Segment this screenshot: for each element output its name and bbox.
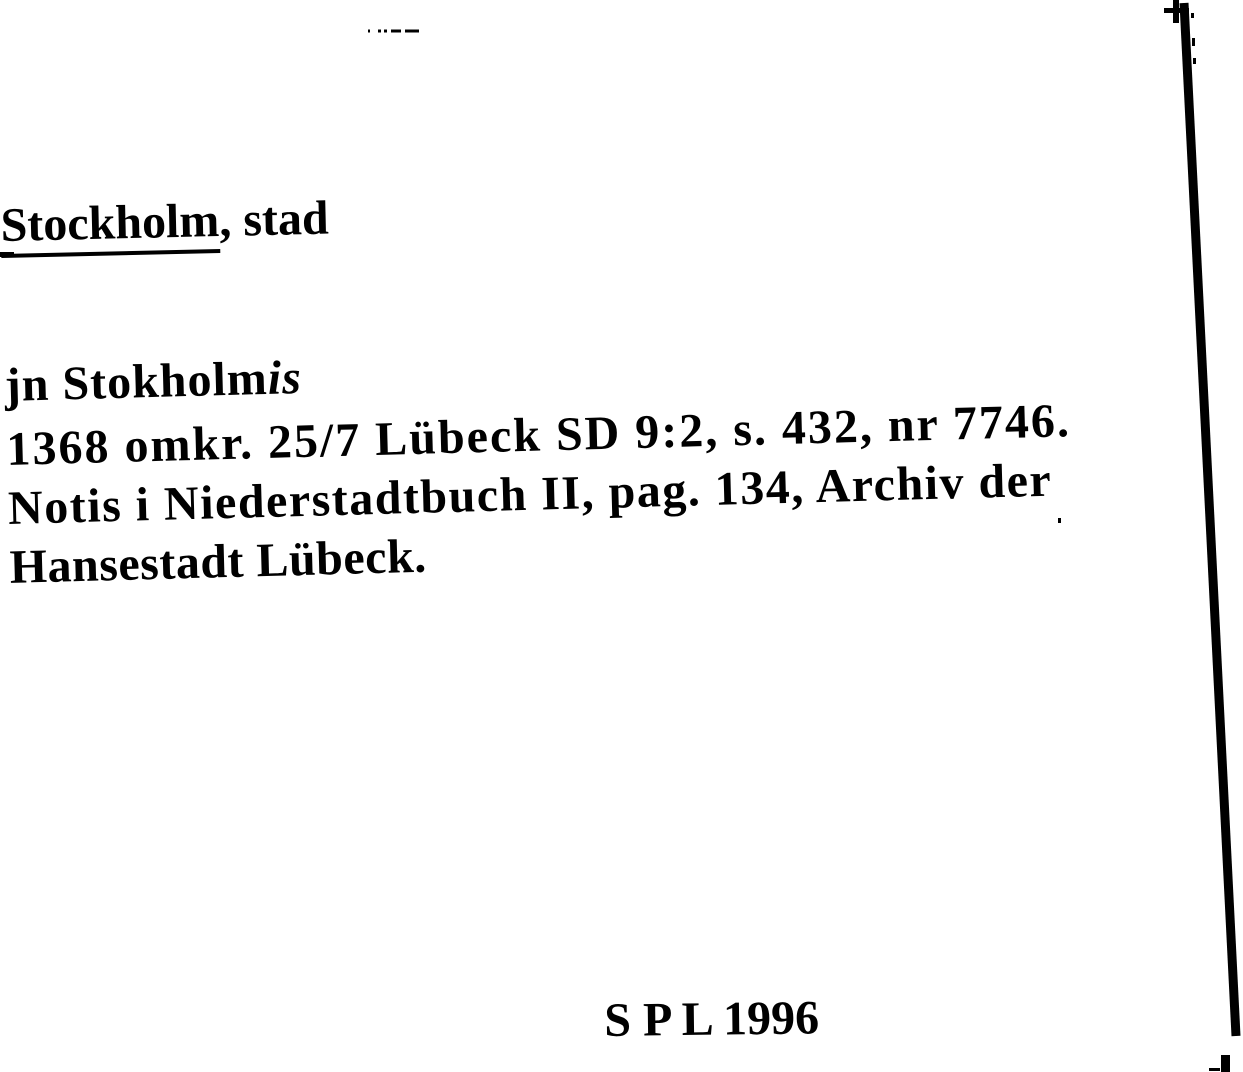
entry-heading [0,191,329,253]
edge-cross-vertical-mark [1173,0,1179,23]
heading-descriptor: , stad [218,191,330,248]
edge-speck [1191,13,1194,18]
name-form-main: jn Stokholm [4,351,269,412]
footer-stamp: S P L 1996 [604,991,820,1047]
heading-place-name: Stockholm [0,194,220,258]
bottom-edge-dash [1209,1068,1220,1071]
name-form-italic-suffix: is [267,350,303,405]
edge-speck [1192,38,1195,46]
edge-cross-horizontal-mark [1164,8,1189,13]
entry-line-name-form [4,350,302,413]
entry-body [4,330,1072,618]
page-edge-line-thickening [1228,870,1237,1030]
entry-line-note-continued: Hansestadt Lübeck. [8,529,428,594]
page-edge-line [1184,3,1236,1036]
edge-speck [1193,58,1196,64]
entry-line-note: Notis i Niederstadtbuch II, pag. 134, Archiv der [7,453,1053,535]
entry-line-date-source: 1368 omkr. 25/7 Lübeck SD 9:2, s. 432, nr 7746. [5,394,1072,476]
bottom-edge-ink-blob [1221,1055,1230,1072]
